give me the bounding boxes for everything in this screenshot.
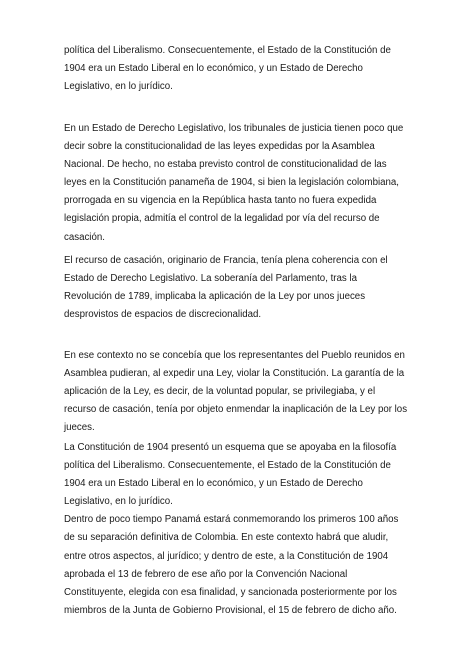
paragraph-line: leyes en la Constitución panameña de 1904, si bien la legislación colombiana, [64,177,399,189]
paragraph-line: La Constitución de 1904 presentó un esquema que se apoyaba en la filosofía [64,442,397,453]
paragraph-line: aplicación de la Ley, es decir, de la voluntad popular, se privilegiaba, y el [64,386,376,398]
paragraph-line: En un Estado de Derecho Legislativo, los tribunales de justicia tienen poco que [64,123,404,134]
paragraph-line: legislación propia, admitía el control de la legalidad por vía del recurso de [64,213,380,225]
paragraph-line: política del Liberalismo. Consecuentemente, el Estado de la Constitución de [64,460,391,472]
paragraph-3 [64,252,414,324]
paragraph-1 [64,42,414,96]
paragraph-line: 1904 era un Estado Liberal en lo económico, y un Estado de Derecho [64,478,363,490]
paragraph-line: El recurso de casación, originario de Francia, tenía plena coherencia con el [64,255,388,266]
paragraph-line: desprovistos de espacios de discrecionalidad. [64,309,262,321]
paragraph-line: jueces. [64,422,95,434]
paragraph-line: casación. [64,231,105,243]
paragraph-line: de su separación definitiva de Colombia. En este contexto habrá que aludir, [64,532,389,544]
paragraph-line: Legislativo, en lo jurídico. [64,81,173,93]
paragraph-line: Dentro de poco tiempo Panamá estará conmemorando los primeros 100 años [64,514,399,526]
paragraph-line: entre otros aspectos, al jurídico; y dentro de este, a la Constitución de 1904 [64,550,389,562]
paragraph-line: política del Liberalismo. Consecuentemente, el Estado de la Constitución de [64,45,391,56]
paragraph-line: Estado de Derecho Legislativo. La soberanía del Parlamento, tras la [64,273,357,285]
paragraph-line: Revolución de 1789, implicaba la aplicación de la Ley por unos jueces [64,291,366,303]
paragraph-2 [64,120,414,247]
paragraph-line: En ese contexto no se concebía que los representantes del Pueblo reunidos en [64,350,405,361]
paragraph-line: Legislativo, en lo jurídico. [64,496,173,508]
paragraph-line: recurso de casación, tenía por objeto enmendar la inaplicación de la Ley por los [64,404,408,416]
paragraph-line: decir sobre la constitucionalidad de las leyes expedidas por la Asamblea [64,141,375,153]
paragraph-line: miembros de la Junta de Gobierno Provisional, el 15 de febrero de dicho año. [64,604,397,616]
paragraph-5 [64,439,414,620]
paragraph-line: 1904 era un Estado Liberal en lo económico, y un Estado de Derecho [64,63,363,75]
paragraph-4 [64,347,414,437]
paragraph-line: Asamblea pudieran, al expedir una Ley, violar la Constitución. La garantía de la [64,368,405,380]
paragraph-line: Nacional. De hecho, no estaba previsto control de constitucionalidad de las [64,159,387,171]
paragraph-line: prorrogada en su vigencia en la República hasta tanto no fuera expedida [64,195,377,207]
paragraph-line: aprobada el 13 de febrero de ese año por la Convención Nacional [64,568,348,580]
paragraph-line: Constituyente, elegida con esa finalidad, y sancionada posteriormente por los [64,586,397,598]
